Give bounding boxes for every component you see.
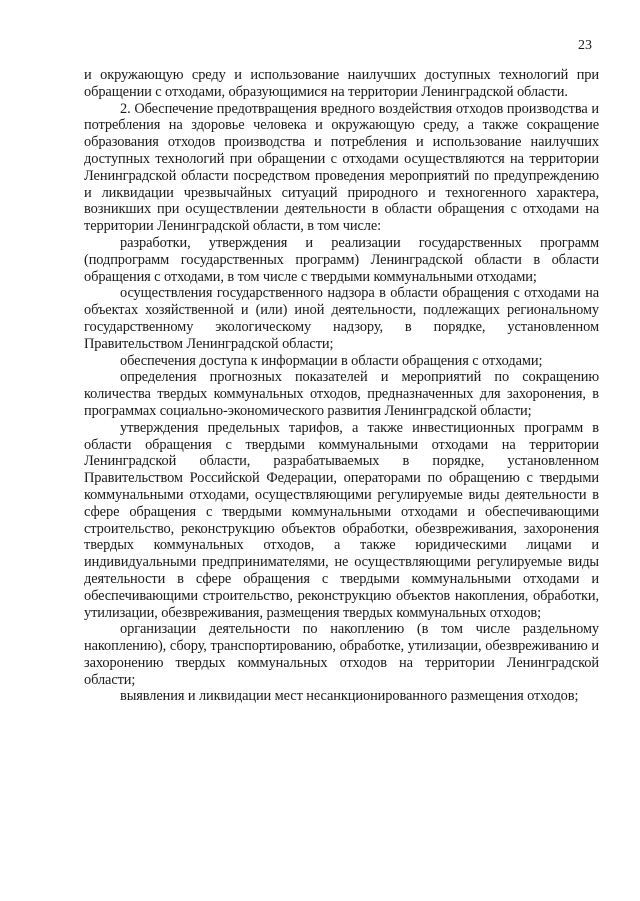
paragraph-state-programs: разработки, утверждения и реализации государственных программ (подпрограмм государственных программ) Ленинградской области в области обращения с отходами, в том числе с твердыми коммунальными отходами;: [84, 234, 599, 285]
paragraph-item-2: 2. Обеспечение предотвращения вредного воздействия отходов производства и потребления на здоровье человека и окружающую среду, а также сокращение образования отходов производства и потребления и использование наилучших доступных технологий при обращении с отходами осуществляются на территории Ленинградской области посредством проведения мероприятий по предупреждению и ликвидации чрезвычайных ситуаций природного и техногенного характера, возникших при осуществлении деятельности в области обращения с отходами на территории Ленинградской области, в том числе:: [84, 100, 599, 235]
document-body: [84, 67, 599, 705]
paragraph-tariffs: утверждения предельных тарифов, а также инвестиционных программ в области обращения с твердыми коммунальными отходами на территории Ленинградской области, разрабатываемых в порядке, установленном Правительством Российской Федерации, операторами по обращению с твердыми коммунальными отходами, осуществляющими регулируемые виды деятельности в сфере обращения с твердыми коммунальными отходами и обеспечивающими строительство, реконструкцию объектов обработки, обезвреживания, захоронения твердых коммунальных отходов, а также юридическими лицами и индивидуальными предпринимателями, не осуществляющими регулируемые виды деятельности в сфере обращения с твердыми коммунальными отходами и обеспечивающими строительство, реконструкцию объектов накопления, обработки, утилизации, обезвреживания, размещения твердых коммунальных отходов;: [84, 419, 599, 621]
page-number: 23: [578, 38, 592, 53]
paragraph-illegal-dumps: выявления и ликвидации мест несанкционированного размещения отходов;: [120, 688, 579, 705]
paragraph-waste-activities: организации деятельности по накоплению (в том числе раздельному накоплению), сбору, транспортированию, обработке, утилизации, обезвреживанию и захоронению твердых коммунальных отходов на территории Ленинградской области;: [84, 621, 599, 688]
paragraph-continuation: и окружающую среду и использование наилучших доступных технологий при обращении с отходами, образующимися на территории Ленинградской области.: [84, 67, 599, 100]
paragraph-information-access: обеспечения доступа к информации в области обращения с отходами;: [120, 352, 543, 369]
paragraph-state-supervision: осуществления государственного надзора в области обращения с отходами на объектах хозяйственной и (или) иной деятельности, подлежащих региональному государственному экологическому надзору, в порядке, установленном Правительством Ленинградской области;: [84, 285, 599, 352]
paragraph-forecast-indicators: определения прогнозных показателей и мероприятий по сокращению количества твердых коммунальных отходов, предназначенных для захоронения, в программах социально-экономического развития Ленинградской области;: [84, 369, 599, 419]
